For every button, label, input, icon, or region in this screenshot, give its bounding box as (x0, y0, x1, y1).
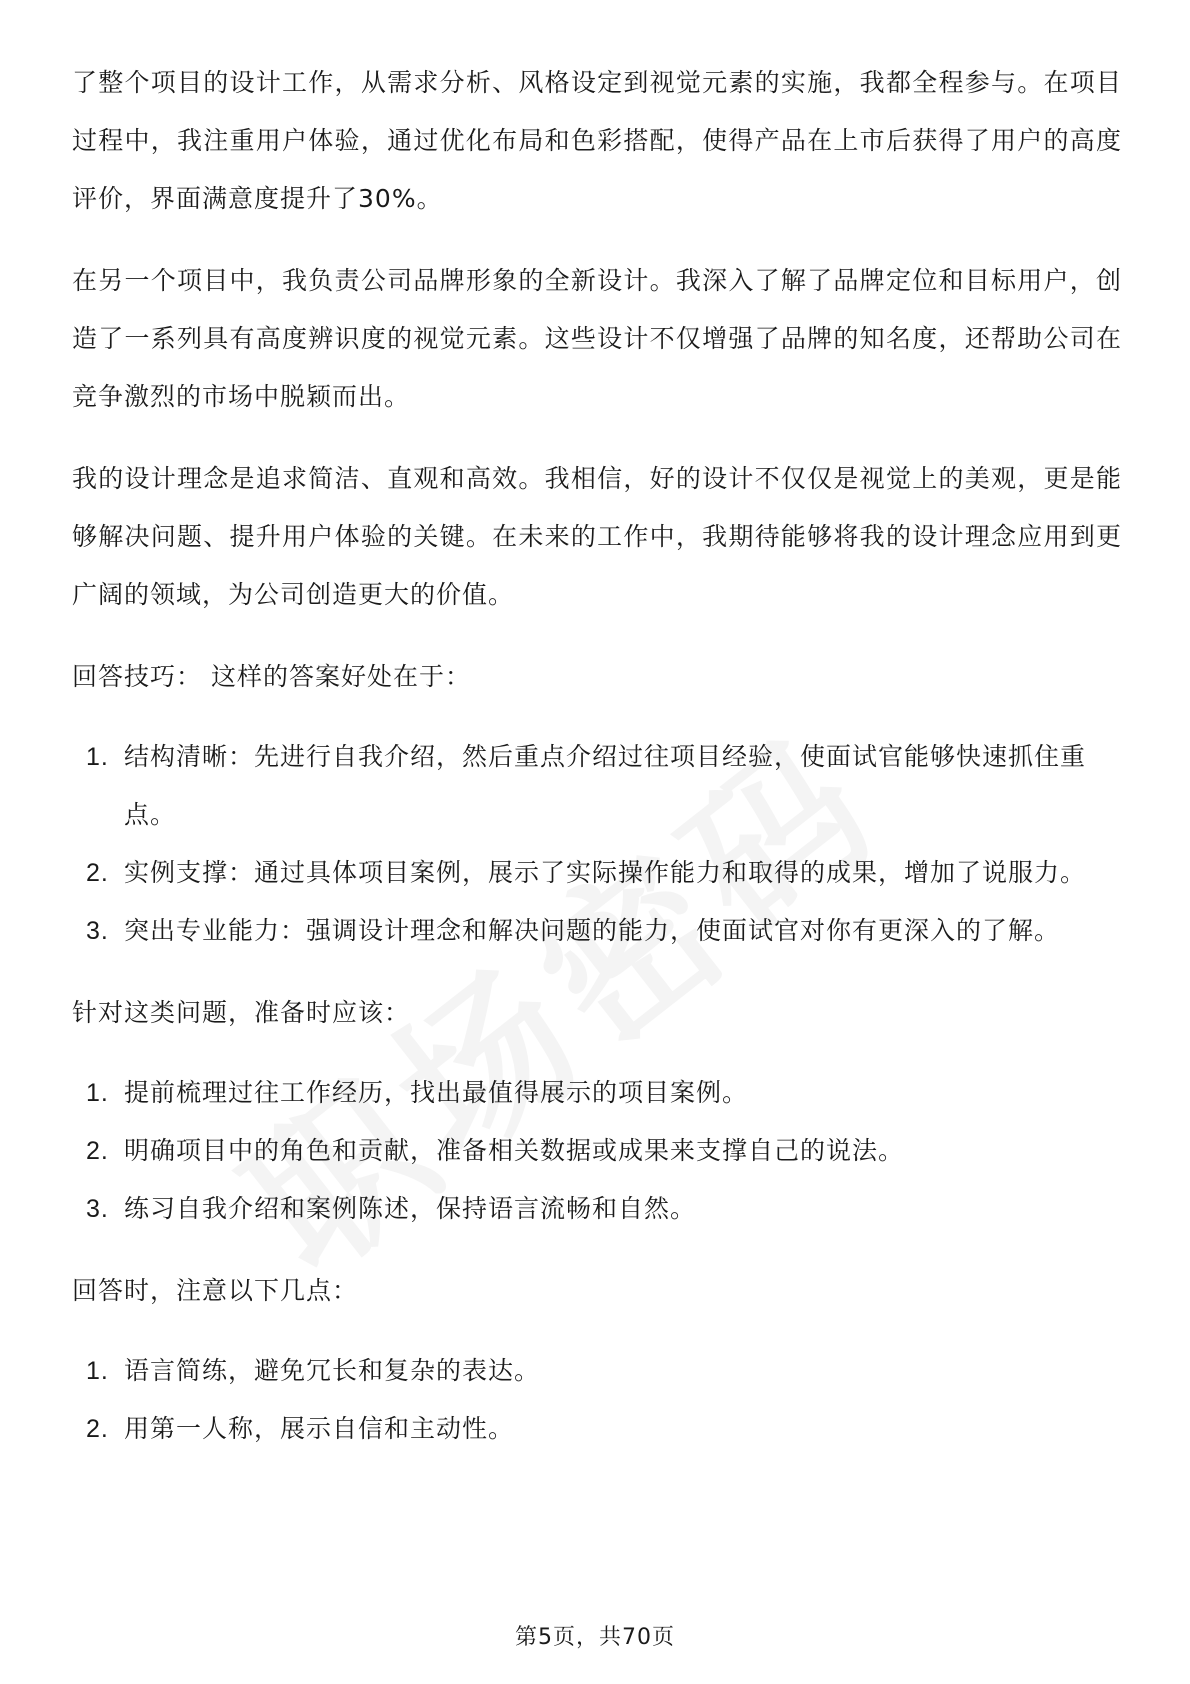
tips-heading: 回答技巧： 这样的答案好处在于： (72, 662, 471, 691)
list-item-text: 用第一人称，展示自信和主动性。 (124, 1414, 515, 1443)
paragraph-design-philosophy: 我的设计理念是追求简洁、直观和高效。我相信，好的设计不仅仅是视觉上的美观，更是能够解决问题、提升用户体验的关键。在未来的工作中，我期待能够将我的设计理念应用到更广阔的领域，为公司创造更大的价值。 (72, 464, 1122, 609)
list-item-text: 语言简练，避免冗长和复杂的表达。 (124, 1356, 541, 1385)
list-item (72, 844, 1122, 902)
list-item-number: 2. (86, 1415, 109, 1443)
list-item-number: 2. (86, 1137, 109, 1165)
answer-list (72, 1342, 1122, 1458)
prepare-heading: 针对这类问题，准备时应该： (72, 998, 411, 1027)
document-body (72, 54, 1122, 1482)
tips-list (72, 728, 1122, 960)
answer-heading: 回答时，注意以下几点： (72, 1276, 359, 1305)
list-item-text: 结构清晰：先进行自我介绍，然后重点介绍过往项目经验，使面试官能够快速抓住重点。 (124, 742, 1087, 829)
list-item-text: 提前梳理过往工作经历，找出最值得展示的项目案例。 (124, 1078, 749, 1107)
paragraph-brand-project: 在另一个项目中，我负责公司品牌形象的全新设计。我深入了解了品牌定位和目标用户，创造了一系列具有高度辨识度的视觉元素。这些设计不仅增强了品牌的知名度，还帮助公司在竞争激烈的市场中脱颖而出。 (72, 266, 1122, 411)
list-item-number: 1. (86, 1079, 109, 1107)
list-item-number: 3. (86, 1195, 109, 1223)
list-item-text: 明确项目中的角色和贡献，准备相关数据或成果来支撑自己的说法。 (124, 1136, 905, 1165)
list-item (72, 1064, 1122, 1122)
prepare-list (72, 1064, 1122, 1238)
list-item-number: 3. (86, 917, 109, 945)
list-item-text: 突出专业能力：强调设计理念和解决问题的能力，使面试官对你有更深入的了解。 (124, 916, 1061, 945)
page-number: 第5页，共70页 (515, 1625, 675, 1650)
list-item (72, 1180, 1122, 1238)
list-item-number: 2. (86, 859, 109, 887)
list-item-text: 练习自我介绍和案例陈述，保持语言流畅和自然。 (124, 1194, 697, 1223)
list-item-number: 1. (86, 743, 109, 771)
list-item (72, 1400, 1122, 1458)
list-item-text: 实例支撑：通过具体项目案例，展示了实际操作能力和取得的成果，增加了说服力。 (124, 858, 1087, 887)
paragraph-project-experience: 了整个项目的设计工作，从需求分析、风格设定到视觉元素的实施，我都全程参与。在项目过程中，我注重用户体验，通过优化布局和色彩搭配，使得产品在上市后获得了用户的高度评价，界面满意度提升了30%。 (72, 68, 1122, 213)
list-item (72, 902, 1122, 960)
list-item (72, 1122, 1122, 1180)
list-item (72, 728, 1122, 844)
list-item-number: 1. (86, 1357, 109, 1385)
list-item (72, 1342, 1122, 1400)
